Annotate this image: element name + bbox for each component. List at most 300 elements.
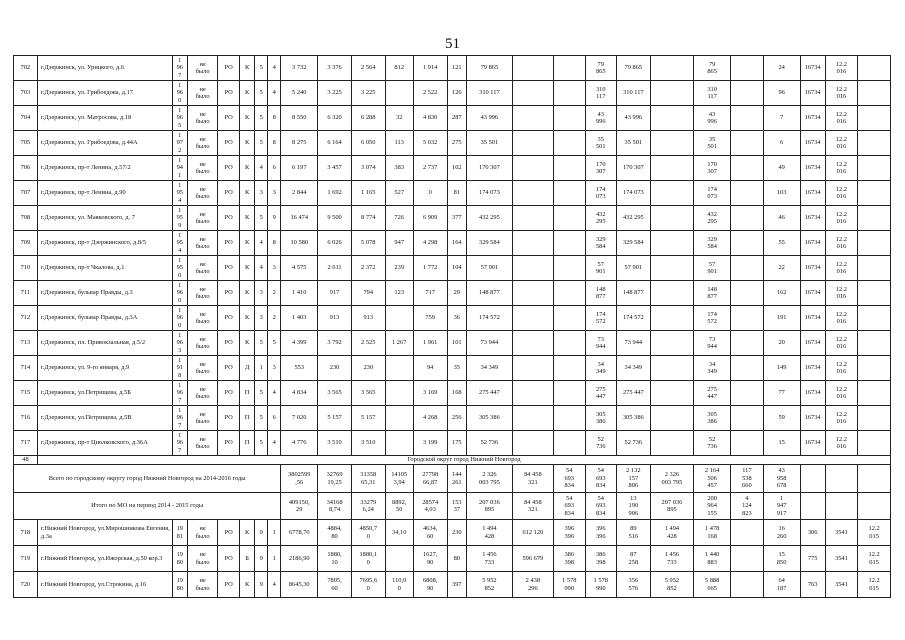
cell-n: 713: [14, 331, 38, 356]
cell-i: 52 736: [467, 431, 513, 456]
cell-c: 6 288: [351, 106, 385, 131]
table-row: [14, 256, 891, 281]
cell-f: 9: [255, 572, 268, 598]
cell-b: 34168 8,74: [318, 493, 352, 520]
cell-b: 3 565: [318, 381, 352, 406]
cell-m: П: [240, 431, 255, 456]
cell-v7: [731, 156, 764, 181]
cell-t: РО: [218, 156, 240, 181]
cell-c: 3 565: [351, 381, 385, 406]
cell-v10: 12.2 016: [825, 231, 858, 256]
cell-i: 2 326 003 795: [467, 465, 513, 493]
cell-v3: 148 877: [585, 281, 617, 306]
cell-f: 5: [255, 406, 268, 431]
cell-v3: 174 572: [585, 306, 617, 331]
cell-v5: [650, 381, 693, 406]
cell-v6: 1 440 883: [694, 546, 731, 572]
cell-b: 230: [318, 356, 352, 381]
cell-empty: [858, 56, 891, 81]
cell-g: 3 169: [413, 381, 447, 406]
cell-v6: 52 736: [694, 431, 731, 456]
cell-f: 5: [255, 56, 268, 81]
table-row: [14, 331, 891, 356]
cell-yr: 1 96 0: [172, 81, 187, 106]
cell-f: 3: [255, 181, 268, 206]
cell-c: 7695,6 0: [351, 572, 385, 598]
cell-v4: 43 996: [617, 106, 651, 131]
cell-v5: [650, 256, 693, 281]
cell-v4: 13 190 906: [617, 493, 651, 520]
cell-v7: [731, 331, 764, 356]
cell-f: 5: [255, 81, 268, 106]
cell-m: К: [240, 520, 255, 546]
cell-m: К: [240, 572, 255, 598]
cell-v4: 35 501: [617, 131, 651, 156]
cell-v6: 275 447: [694, 381, 731, 406]
cell-v10: 12.2 016: [825, 131, 858, 156]
cell-t: РО: [218, 281, 240, 306]
cell-i: 329 584: [467, 231, 513, 256]
cell-addr: г.Дзержинск, ул. 9-го января, д.9: [37, 356, 172, 381]
cell-h: 126: [447, 81, 467, 106]
table-row: [14, 156, 891, 181]
cell-t: РО: [218, 81, 240, 106]
table-row: [14, 106, 891, 131]
table-row: [14, 381, 891, 406]
cell-v5: [650, 156, 693, 181]
cell-a: 4 834: [281, 381, 318, 406]
cell-empty: [858, 331, 891, 356]
cell-m: К: [240, 231, 255, 256]
cell-g: 2 737: [413, 156, 447, 181]
cell-v2: [554, 306, 586, 331]
cell-i: 1 494 428: [467, 520, 513, 546]
cell-t: РО: [218, 181, 240, 206]
cell-empty: [858, 356, 891, 381]
cell-d: 123: [385, 281, 413, 306]
table-row: [14, 431, 891, 456]
cell-g: 4634, 60: [413, 520, 447, 546]
table-row: [14, 572, 891, 598]
cell-h: 102: [447, 156, 467, 181]
cell-m: К: [240, 281, 255, 306]
cell-z: не было: [187, 131, 217, 156]
table-row: [14, 131, 891, 156]
cell-v2: 54 693 834: [554, 493, 586, 520]
cell-v3: 432 295: [585, 206, 617, 231]
cell-v3: 174 073: [585, 181, 617, 206]
cell-v5: 1 494 428: [650, 520, 693, 546]
cell-i: 1 456 733: [467, 546, 513, 572]
cell-e: 5: [268, 331, 281, 356]
cell-v10: 12.2 016: [825, 356, 858, 381]
cell-a: 1 403: [281, 306, 318, 331]
cell-t: РО: [218, 56, 240, 81]
cell-t: РО: [218, 356, 240, 381]
cell-d: [385, 356, 413, 381]
cell-f: 5: [255, 331, 268, 356]
cell-z: не было: [187, 256, 217, 281]
cell-v6: 174 572: [694, 306, 731, 331]
cell-addr: г.Нижний Новгород, ул.Ижорская, д.50 кор.3: [37, 546, 172, 572]
cell-v2: [554, 281, 586, 306]
cell-v4: 52 736: [617, 431, 651, 456]
cell-v1: [512, 181, 553, 206]
cell-f: 5: [255, 206, 268, 231]
cell-v10: 12.2 016: [825, 381, 858, 406]
cell-d: 812: [385, 56, 413, 81]
cell-i: 432 295: [467, 206, 513, 231]
cell-z: не было: [187, 106, 217, 131]
cell-n: 712: [14, 306, 38, 331]
cell-v9: 16734: [800, 81, 825, 106]
cell-n: 709: [14, 231, 38, 256]
cell-e: 4: [268, 56, 281, 81]
cell-addr: г.Дзержинск, бульвар Правды, д.3: [37, 281, 172, 306]
cell-d: 32: [385, 106, 413, 131]
cell-v10: 12.2 016: [825, 306, 858, 331]
cell-v3: 73 944: [585, 331, 617, 356]
cell-c: 1 165: [351, 181, 385, 206]
cell-b: 32769 19,25: [318, 465, 352, 493]
cell-v5: [650, 181, 693, 206]
cell-yr: 19 81: [172, 520, 187, 546]
cell-v10: 12.2 016: [825, 431, 858, 456]
cell-z: не было: [187, 520, 217, 546]
cell-v7: [731, 256, 764, 281]
cell-g: 0: [413, 181, 447, 206]
cell-v6: 1 478 168: [694, 520, 731, 546]
cell-v5: [650, 306, 693, 331]
cell-v5: [650, 356, 693, 381]
cell-v7: [731, 106, 764, 131]
section-title: Городской округ город Нижний Новгород: [37, 456, 890, 465]
cell-v2: [554, 231, 586, 256]
cell-c: 8 774: [351, 206, 385, 231]
cell-d: 239: [385, 256, 413, 281]
cell-v4: 2 132 157 806: [617, 465, 651, 493]
cell-v4: 329 584: [617, 231, 651, 256]
cell-b: 2 611: [318, 256, 352, 281]
table-row: [14, 406, 891, 431]
cell-a: 3802599 ,56: [281, 465, 318, 493]
cell-n: 705: [14, 131, 38, 156]
cell-addr: г.Дзержинск, ул. Грибоедова, д.17: [37, 81, 172, 106]
cell-b: 3 225: [318, 81, 352, 106]
cell-n: 710: [14, 256, 38, 281]
cell-g: 6808, 90: [413, 572, 447, 598]
cell-v6: 305 386: [694, 406, 731, 431]
cell-v8: 191: [763, 306, 800, 331]
cell-h: 101: [447, 331, 467, 356]
cell-e: 4: [268, 572, 281, 598]
cell-i: 275 447: [467, 381, 513, 406]
cell-v2: [554, 81, 586, 106]
cell-d: [385, 306, 413, 331]
cell-v3: 79 865: [585, 56, 617, 81]
cell-f: 1: [255, 356, 268, 381]
cell-g: 6 909: [413, 206, 447, 231]
cell-v7: [731, 381, 764, 406]
cell-v1: [512, 206, 553, 231]
cell-yr: 1 91 8: [172, 356, 187, 381]
cell-v5: 207 036 895: [650, 493, 693, 520]
cell-g: 759: [413, 306, 447, 331]
cell-v5: [650, 81, 693, 106]
table-row: [14, 281, 891, 306]
cell-a: 10 580: [281, 231, 318, 256]
cell-addr: г.Нижний Новгород, ул.Мирошникова Евгения, д.3а: [37, 520, 172, 546]
cell-c: 31358 65,31: [351, 465, 385, 493]
cell-b: 5 157: [318, 406, 352, 431]
cell-a: 8645,30: [281, 572, 318, 598]
cell-v7: [731, 181, 764, 206]
cell-v10: 3541: [825, 520, 858, 546]
cell-addr: г.Дзержинск, пр-т Чкалова, д.1: [37, 256, 172, 281]
cell-yr: 1 97 2: [172, 131, 187, 156]
cell-v1: 2 438 296: [512, 572, 553, 598]
cell-m: К: [240, 256, 255, 281]
cell-t: РО: [218, 331, 240, 356]
cell-z: не было: [187, 431, 217, 456]
table-row: [14, 81, 891, 106]
cell-empty: [858, 306, 891, 331]
cell-n: 707: [14, 181, 38, 206]
cell-i: 170 307: [467, 156, 513, 181]
cell-c: 913: [351, 306, 385, 331]
cell-v2: [554, 181, 586, 206]
cell-e: 9: [268, 206, 281, 231]
cell-m: П: [240, 406, 255, 431]
cell-m: Д: [240, 356, 255, 381]
cell-n: 716: [14, 406, 38, 431]
cell-a: 8 275: [281, 131, 318, 156]
cell-a: 2 844: [281, 181, 318, 206]
cell-v7: 117 538 660: [731, 465, 764, 493]
cell-empty: [858, 406, 891, 431]
cell-v6: 200 964 155: [694, 493, 731, 520]
cell-c: 2 564: [351, 56, 385, 81]
cell-c: 5 157: [351, 406, 385, 431]
cell-i: 174 073: [467, 181, 513, 206]
table-row: [14, 206, 891, 231]
cell-v1: [512, 381, 553, 406]
cell-n: 715: [14, 381, 38, 406]
cell-z: не было: [187, 572, 217, 598]
page-number: 51: [445, 36, 460, 52]
cell-h: 168: [447, 381, 467, 406]
cell-f: 4: [255, 231, 268, 256]
cell-v6: 170 307: [694, 156, 731, 181]
cell-v9: 16734: [800, 256, 825, 281]
cell-e: 4: [268, 381, 281, 406]
cell-z: не было: [187, 156, 217, 181]
cell-m: К: [240, 306, 255, 331]
cell-f: 4: [255, 256, 268, 281]
cell-v6: 43 996: [694, 106, 731, 131]
cell-c: 2 372: [351, 256, 385, 281]
totals-row: [14, 493, 891, 520]
cell-m: П: [240, 381, 255, 406]
cell-m: К: [240, 56, 255, 81]
cell-addr: г.Дзержинск, пр-т Дзержинского, д.8/5: [37, 231, 172, 256]
table-row: [14, 520, 891, 546]
cell-v3: 396 396: [585, 520, 617, 546]
cell-yr: 1 96 0: [172, 281, 187, 306]
cell-v7: [731, 231, 764, 256]
cell-a: 6 197: [281, 156, 318, 181]
cell-v6: 35 501: [694, 131, 731, 156]
cell-v5: [650, 406, 693, 431]
cell-a: 4 575: [281, 256, 318, 281]
cell-m: К: [240, 181, 255, 206]
cell-v9: 16734: [800, 331, 825, 356]
cell-v2: [554, 431, 586, 456]
cell-d: 113: [385, 131, 413, 156]
cell-f: 5: [255, 431, 268, 456]
cell-h: 256: [447, 406, 467, 431]
cell-empty: [858, 181, 891, 206]
cell-d: 726: [385, 206, 413, 231]
cell-a: 1 410: [281, 281, 318, 306]
cell-f: 4: [255, 156, 268, 181]
cell-a: 16 474: [281, 206, 318, 231]
cell-v7: [731, 131, 764, 156]
cell-a: 5 240: [281, 81, 318, 106]
cell-i: 79 865: [467, 56, 513, 81]
cell-a: 409150, 29: [281, 493, 318, 520]
cell-i: 5 952 852: [467, 572, 513, 598]
cell-d: 34,10: [385, 520, 413, 546]
cell-t: РО: [218, 256, 240, 281]
cell-empty: [858, 231, 891, 256]
cell-h: 164: [447, 231, 467, 256]
cell-e: 8: [268, 131, 281, 156]
cell-addr: г.Дзержинск, пл. Привокзальная, д.5/2: [37, 331, 172, 356]
cell-e: 4: [268, 431, 281, 456]
cell-v4: 148 877: [617, 281, 651, 306]
cell-v4: 57 901: [617, 256, 651, 281]
cell-f: 9: [255, 546, 268, 572]
cell-yr: 1 95 0: [172, 256, 187, 281]
cell-h: 80: [447, 546, 467, 572]
cell-e: 2: [268, 281, 281, 306]
cell-m: Б: [240, 546, 255, 572]
cell-empty: [858, 106, 891, 131]
cell-n: 714: [14, 356, 38, 381]
cell-h: 230: [447, 520, 467, 546]
cell-v8: 77: [763, 381, 800, 406]
cell-h: 36: [447, 306, 467, 331]
cell-v10: 12.2 016: [825, 181, 858, 206]
cell-v3: 52 736: [585, 431, 617, 456]
cell-t: РО: [218, 546, 240, 572]
cell-e: 8: [268, 231, 281, 256]
cell-e: 4: [268, 81, 281, 106]
cell-yr: 1 94 1: [172, 156, 187, 181]
cell-empty: [858, 206, 891, 231]
cell-z: не было: [187, 56, 217, 81]
cell-g: 2 522: [413, 81, 447, 106]
cell-d: [385, 406, 413, 431]
cell-empty: [858, 81, 891, 106]
cell-v5: [650, 206, 693, 231]
cell-d: [385, 381, 413, 406]
cell-v4: 34 349: [617, 356, 651, 381]
cell-e: 6: [268, 156, 281, 181]
cell-v4: 89 516: [617, 520, 651, 546]
cell-v9: 16734: [800, 206, 825, 231]
cell-b: 917: [318, 281, 352, 306]
cell-v10: 12.2 016: [825, 331, 858, 356]
cell-yr: 1 96 3: [172, 331, 187, 356]
cell-v5: [650, 106, 693, 131]
cell-m: К: [240, 206, 255, 231]
table-row: [14, 181, 891, 206]
cell-addr: г.Дзержинск, пр-т Циолковского, д.36А: [37, 431, 172, 456]
cell-i: 73 944: [467, 331, 513, 356]
cell-h: 29: [447, 281, 467, 306]
cell-addr: г.Дзержинск, пр-т Ленина, д.57/2: [37, 156, 172, 181]
cell-addr: г.Нижний Новгород, ул.Строкина, д.16: [37, 572, 172, 598]
cell-v3: 54 693 834: [585, 465, 617, 493]
cell-v6: 57 901: [694, 256, 731, 281]
cell-i: 174 572: [467, 306, 513, 331]
cell-v8: 96: [763, 81, 800, 106]
cell-empty: [858, 156, 891, 181]
cell-b: 6 320: [318, 106, 352, 131]
cell-h: 144 261: [447, 465, 467, 493]
cell-v8: 162: [763, 281, 800, 306]
cell-yr: 19 80: [172, 546, 187, 572]
cell-v10: 12.2 016: [825, 256, 858, 281]
section-block: [14, 456, 891, 465]
cell-v1: [512, 431, 553, 456]
cell-b: 3 510: [318, 431, 352, 456]
cell-a: 3 732: [281, 56, 318, 81]
cell-v8: 6: [763, 131, 800, 156]
cell-v8: 103: [763, 181, 800, 206]
housing-register-table: [13, 55, 891, 598]
cell-i: 57 901: [467, 256, 513, 281]
cell-v9: 16734: [800, 431, 825, 456]
cell-v5: 5 952 852: [650, 572, 693, 598]
cell-e: 6: [268, 406, 281, 431]
cell-empty: [858, 281, 891, 306]
cell-h: 153 37: [447, 493, 467, 520]
cell-i: 305 386: [467, 406, 513, 431]
cell-v1: [512, 406, 553, 431]
cell-t: РО: [218, 106, 240, 131]
cell-i: 43 996: [467, 106, 513, 131]
cell-v4: 170 307: [617, 156, 651, 181]
cell-b: 6 026: [318, 231, 352, 256]
cell-v9: 16734: [800, 231, 825, 256]
cell-n: 718: [14, 520, 38, 546]
cell-e: 3: [268, 356, 281, 381]
cell-t: РО: [218, 306, 240, 331]
rows-dzerzhinsk: [14, 56, 891, 456]
cell-v7: [731, 520, 764, 546]
cell-v10: 12.2 016: [825, 81, 858, 106]
cell-v2: [554, 206, 586, 231]
cell-empty: [858, 381, 891, 406]
cell-addr: г.Дзержинск, бульвар Правды, д.3А: [37, 306, 172, 331]
cell-v2: [554, 406, 586, 431]
cell-v6: 79 865: [694, 56, 731, 81]
cell-v10: 12.2 016: [825, 56, 858, 81]
cell-v6: 73 944: [694, 331, 731, 356]
